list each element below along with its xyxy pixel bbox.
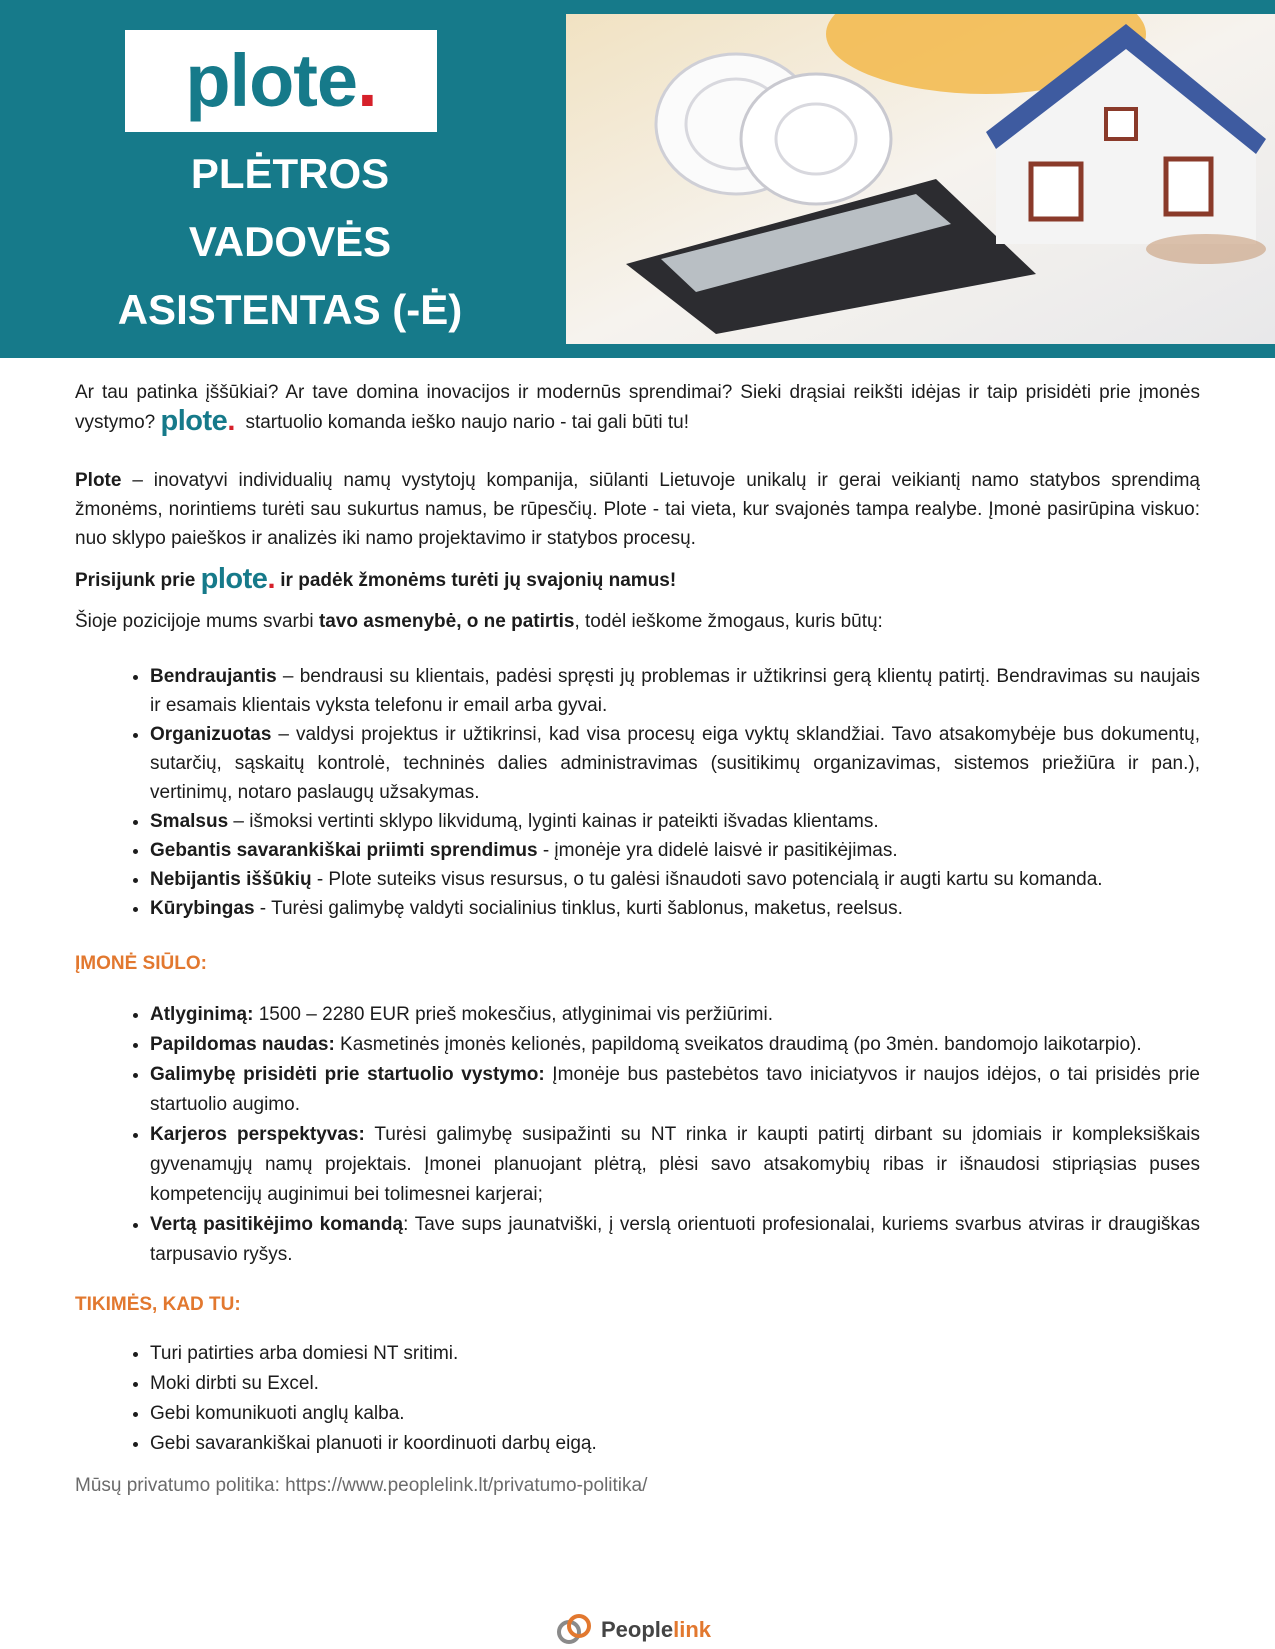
list-item: • Karjeros perspektyvas: Turėsi galimybę susipažinti su NT rinka ir kaupti patirtį dirbant su įdomiais ir kompleksiškais gyvenamųjų namų projektais. Įmonei planuojant plėtrą, plėsi savo atsakomybių ribas ir išnaudosi stipriąsias puses kompetencijų auginimui bei tolimesnei karjerai; [150,1120,1200,1210]
list-item: • Bendraujantis – bendrausi su klientais, padėsi spręsti jų problemas ir užtikrinsi gerą klientų patirtį. Bendravimas su naujais ir esamais klientais vyksta telefonu ir email arba gyvai. [150,662,1200,720]
list-item: • Gebi komunikuoti anglų kalba. [150,1399,1200,1429]
peoplelink-logo: Peoplelink [555,1612,711,1648]
header-banner [0,0,1275,358]
offers-list [75,1000,1200,1270]
list-item: • Moki dirbti su Excel. [150,1369,1200,1399]
intro-paragraph: Ar tau patinka įššūkiai? Ar tave domina inovacijos ir modernūs sprendimai? Sieki drąsiai reikšti idėjas ir taip prisidėti prie įmonės vystymo? plote. startuolio komanda ieško naujo nario - tai gali būti tu! [75,382,1200,437]
privacy-link[interactable]: Mūsų privatumo politika: https://www.peoplelink.lt/privatumo-politika/ [75,1475,648,1496]
list-item: • Kūrybingas - Turėsi galimybę valdyti socialinius tinklus, kurti šablonus, maketus, reelsus. [150,894,1200,923]
list-item: • Vertą pasitikėjimo komandą: Tave sups jaunatviški, į verslą orientuoti profesionalai, kuriems svarbus atviras ir draugiškas tarpusavio ryšys. [150,1210,1200,1270]
logo-dot: . [357,39,377,122]
list-item: • Papildomas naudas: Kasmetinės įmonės kelionės, papildomą sveikatos draudimą (po 3mėn. bandomojo laikotarpio). [150,1030,1200,1060]
offers-title: ĮMONĖ SIŪLO: [75,953,207,974]
title-line: ASISTENTAS (-Ė) [117,286,463,333]
list-item: • Smalsus – išmoksi vertinti sklypo likvidumą, lyginti kainas ir pateikti išvadas klientams. [150,807,1200,836]
traits-list [75,662,1200,923]
list-item: • Organizuotas – valdysi projektus ir užtikrinsi, kad visa procesų eiga vyktų sklandžiai. Tavo atsakomybėje bus dokumentų, sutarčių, sąskaitų kontrolė, techninės dalies administravimas (susitikimų organizavimas, sistemos priežiūra ir pan.), vertinimų, notaro paslaugų užsakymas. [150,720,1200,807]
join-line: Prisijunk prie plote. ir padėk žmonėms turėti jų svajonių namus! [75,563,677,595]
plote-logo [125,30,437,132]
job-title [80,140,500,344]
title-line: VADOVĖS [188,218,392,265]
main-content [75,378,1200,1500]
house-calculator-photo [566,14,1275,344]
seek-line: Šioje pozicijoje mums svarbi tavo asmenybė, o ne patirtis, todėl ieškome žmogaus, kuris būtų: [75,611,883,632]
list-item: • Galimybę prisidėti prie startuolio vystymo: Įmonėje bus pastebėtos tavo iniciatyvos ir naujos idėjos, o tai prisidės prie startuolio augimo. [150,1060,1200,1120]
plote-inline-logo: plote. [200,563,275,595]
about-paragraph: Plote – inovatyvi individualių namų vystytojų kompanija, siūlanti Lietuvoje unikalų ir gerai veikiantį namo statybos sprendimą žmonėms, norintiems turėti sau sukurtus namus, be rūpesčių. Plote - tai vieta, kur svajonės tampa realybe. Įmonė pasirūpina viskuo: nuo sklypo paieškos ir analizės iki namo projektavimo ir statybos procesų. [75,470,1200,549]
expect-list [75,1339,1200,1459]
plote-inline-logo: plote. [160,405,235,437]
expect-title: TIKIMĖS, KAD TU: [75,1294,241,1315]
list-item: • Atlyginimą: 1500 – 2280 EUR prieš mokesčius, atlyginimai vis peržiūrimi. [150,1000,1200,1030]
list-item: • Nebijantis iššūkių - Plote suteiks visus resursus, o tu galėsi išnaudoti savo potencialą ir augti kartu su komanda. [150,865,1200,894]
list-item: • Turi patirties arba domiesi NT sritimi. [150,1339,1200,1369]
title-line: PLĖTROS [190,150,390,197]
logo-text: plote [185,39,358,122]
list-item: • Gebantis savarankiškai priimti sprendimus - įmonėje yra didelė laisvė ir pasitikėjimas. [150,836,1200,865]
list-item: • Gebi savarankiškai planuoti ir koordinuoti darbų eigą. [150,1429,1200,1459]
peoplelink-icon [555,1612,593,1648]
